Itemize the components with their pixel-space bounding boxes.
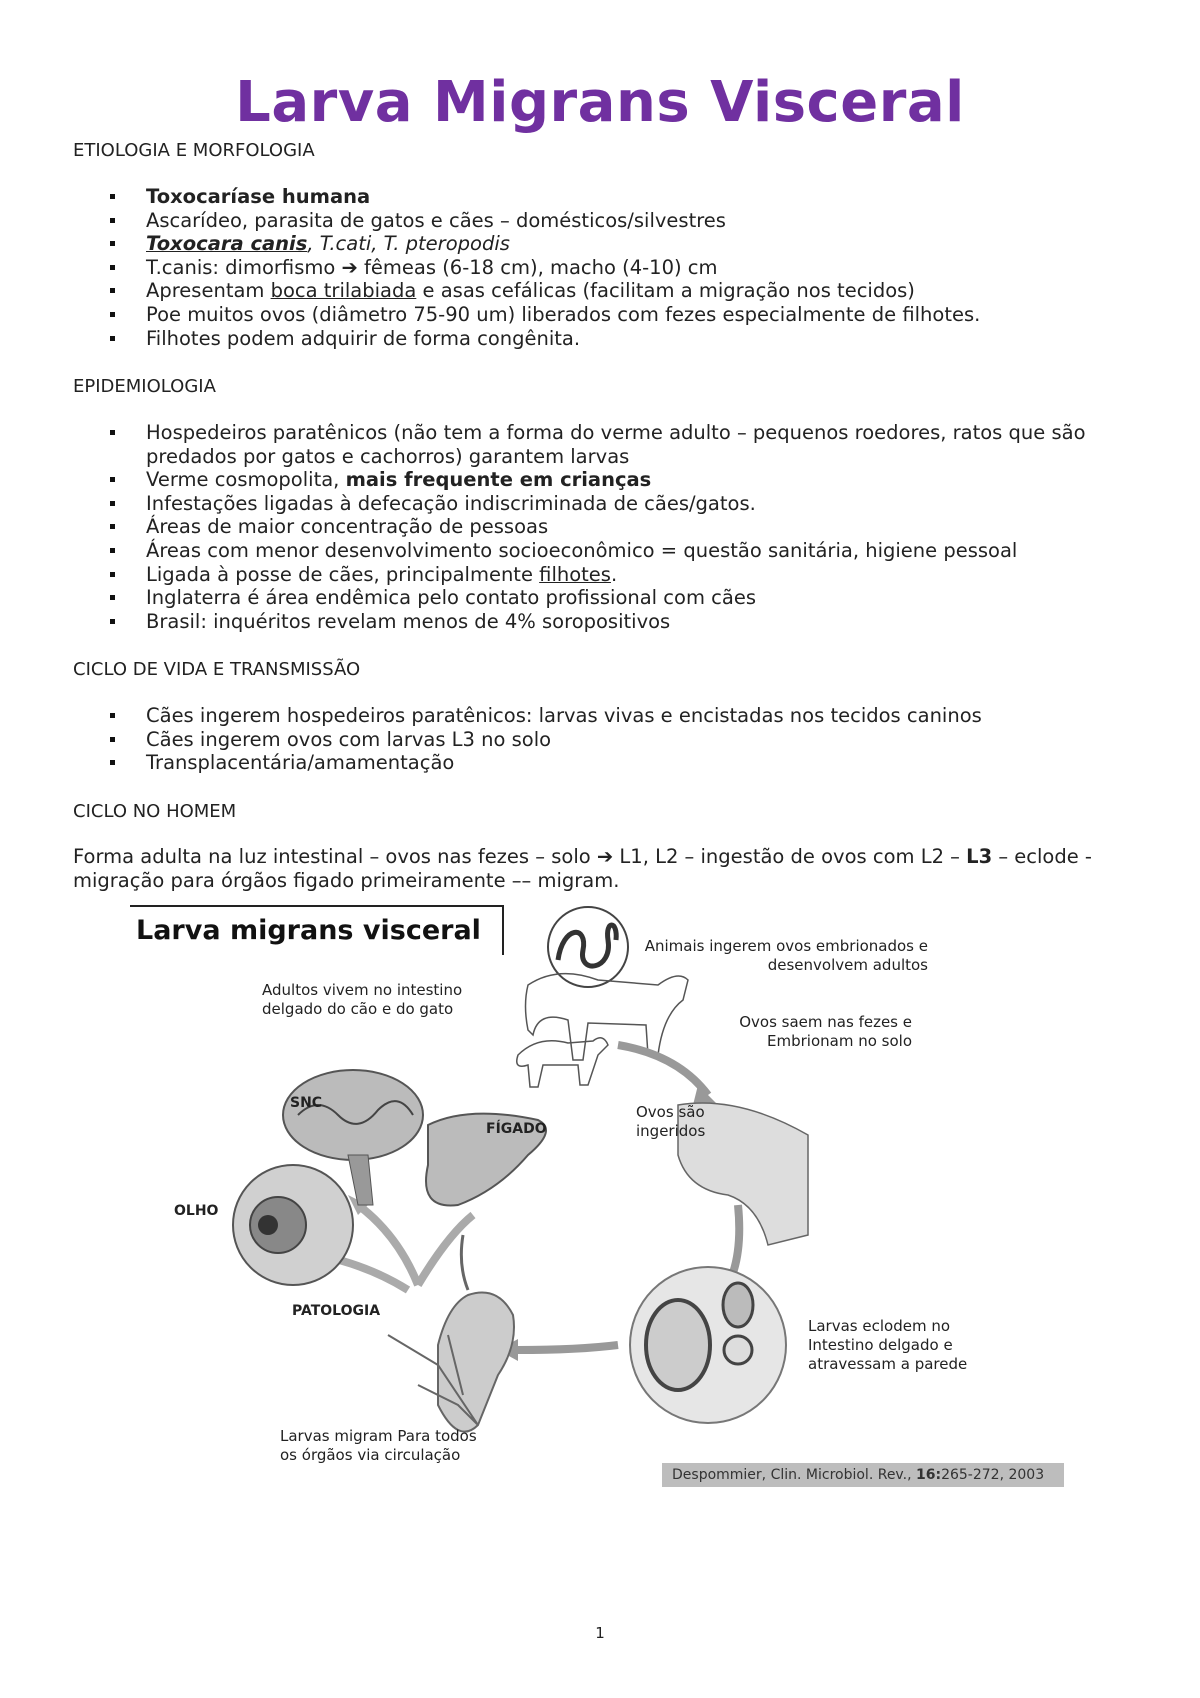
page-number: 1 xyxy=(595,1624,605,1642)
arrow-icon: ➔ xyxy=(341,255,358,279)
list-item: Toxocaríase humana xyxy=(0,185,1136,209)
list-item: Toxocara canis, T.cati, T. pteropodis xyxy=(0,232,1136,256)
life-cycle-illustration xyxy=(118,905,1068,1465)
list-item: Ascarídeo, parasita de gatos e cães – domésticos/silvestres xyxy=(0,209,1136,233)
figure-citation: Despommier, Clin. Microbiol. Rev., 16:265-272, 2003 xyxy=(662,1463,1064,1487)
intestine-icon xyxy=(630,1267,786,1423)
eye-icon xyxy=(233,1165,353,1285)
section-heading-epidemiologia: EPIDEMIOLOGIA xyxy=(73,376,216,397)
page-title: Larva Migrans Visceral xyxy=(235,70,965,135)
list-item: Apresentam boca trilabiada e asas cefálicas (facilitam a migração nos tecidos) xyxy=(0,279,1136,303)
label-animais: Animais ingerem ovos embrionados e desenvolvem adultos xyxy=(644,937,928,974)
dog-cat-icon xyxy=(517,974,688,1087)
label-ovos-ingeridos: Ovos são ingeridos xyxy=(636,1103,706,1140)
list-item: Cães ingerem hospedeiros paratênicos: larvas vivas e encistadas nos tecidos caninos xyxy=(0,704,1136,728)
list-item: Verme cosmopolita, mais frequente em crianças xyxy=(0,468,1136,492)
label-ovos-saem: Ovos saem nas fezes e Embrionam no solo xyxy=(739,1013,912,1050)
label-patologia: PATOLOGIA xyxy=(292,1303,381,1319)
section-heading-homem: CICLO NO HOMEM xyxy=(73,801,237,822)
label-snc: SNC xyxy=(290,1095,323,1111)
etiologia-list xyxy=(0,185,1136,350)
section-heading-etiologia: ETIOLOGIA E MORFOLOGIA xyxy=(73,140,315,161)
list-item: Áreas com menor desenvolvimento socioeconômico = questão sanitária, higiene pessoal xyxy=(0,539,1136,563)
label-olho: OLHO xyxy=(174,1203,219,1219)
epidemiologia-list xyxy=(0,421,1136,633)
label-larvas-migram: Larvas migram Para todos os órgãos via circulação xyxy=(280,1427,477,1464)
list-item: T.canis: dimorfismo ➔ fêmeas (6-18 cm), macho (4-10) cm xyxy=(0,256,1136,280)
arrow-icon: ➔ xyxy=(596,845,614,868)
list-item: Transplacentária/amamentação xyxy=(0,751,1136,775)
arrow-soil xyxy=(618,1045,708,1095)
label-larvas-eclodem: Larvas eclodem no Intestino delgado e atravessam a parede xyxy=(808,1317,968,1373)
list-item: Brasil: inquéritos revelam menos de 4% soropositivos xyxy=(0,610,1136,634)
list-item: Infestações ligadas à defecação indiscriminada de cães/gatos. xyxy=(0,492,1136,516)
list-item: Inglaterra é área endêmica pelo contato profissional com cães xyxy=(0,586,1136,610)
list-item: Filhotes podem adquirir de forma congênita. xyxy=(0,327,1136,351)
label-figado: FÍGADO xyxy=(486,1121,547,1137)
figure-title: Larva migrans visceral xyxy=(136,915,481,946)
list-item: Hospedeiros paratênicos (não tem a forma do verme adulto – pequenos roedores, ratos que são predados por gatos e cachorros) garantem larvas xyxy=(0,421,1136,468)
list-item: Áreas de maior concentração de pessoas xyxy=(0,515,1136,539)
ciclo-homem-paragraph: Forma adulta na luz intestinal – ovos nas fezes – solo ➔ L1, L2 – ingestão de ovos com L2 – L3 – eclode - migração para órgãos figado primeiramente –– migram. xyxy=(73,845,1092,892)
section-heading-ciclo: CICLO DE VIDA E TRANSMISSÃO xyxy=(73,659,361,680)
ciclo-list xyxy=(0,704,1136,775)
life-cycle-figure xyxy=(118,905,1068,1485)
list-item: Cães ingerem ovos com larvas L3 no solo xyxy=(0,728,1136,752)
list-item: Poe muitos ovos (diâmetro 75-90 um) liberados com fezes especialmente de filhotes. xyxy=(0,303,1136,327)
worm-icon xyxy=(548,907,628,987)
list-item: Ligada à posse de cães, principalmente filhotes. xyxy=(0,563,1136,587)
label-adultos: Adultos vivem no intestino delgado do cão e do gato xyxy=(262,981,463,1018)
